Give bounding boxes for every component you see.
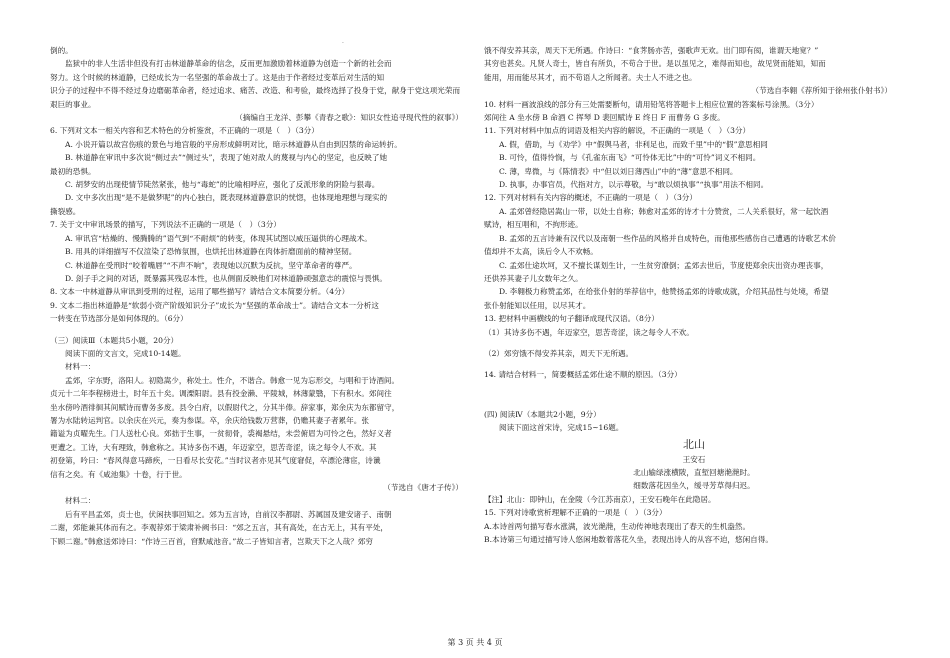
text-line: 下顾二谢。”韩愈送郊诗曰：“作诗三百首，窅默咸池音。”故二子皆知言者，岂欺天下之人哉？郊穷 xyxy=(50,536,373,546)
text-line: 郊间往 A 坐水傍 B 命酒 C 挥琴 D 裴回赋诗 E 终日 F 而曹务 G 多废。 xyxy=(484,113,725,123)
poem-author: 王安石 xyxy=(682,454,706,464)
spacer xyxy=(484,382,904,395)
text-line: （1）其诗多伤不遇，年迈家空，思苦奇涩，读之每令人不欢。 xyxy=(484,327,694,337)
text-line: B. 用具的详细描写不仅渲染了恐怖氛围，也烘托出林道静在肉体折磨面前的精神坚韧。 xyxy=(65,247,357,257)
right-tail-text xyxy=(484,493,904,547)
text-line: （节选自《唐才子传》） xyxy=(383,483,463,492)
text-line: 二谢，郊能兼其体而有之。李观荐郊于梁肃补阙书曰：“郊之五言，其有高处，在古无上，其有平处， xyxy=(50,523,389,533)
text-line: 倒的。 xyxy=(50,46,73,55)
text-line: B.本诗第三句通过描写诗人悠闲地数着落花久坐，表现出诗人的从容不迫，悠闲自得。 xyxy=(484,535,773,544)
text-line: 12. 下列对材料有关内容的概述，不正确的一项是（ ）（3分） xyxy=(484,193,697,203)
text-line: 阅读下面这首宋诗，完成15~16题。 xyxy=(499,423,624,433)
text-line: 署为水陆转运判官。以余庆在兴元，奏为参谋。卒，余庆给钱数万营葬，仍赡其妻子者累年。张 xyxy=(50,415,369,425)
text-line: 信有之矣。有《咸池集》十卷，行于世。 xyxy=(50,469,187,479)
text-line: D. 李翱极力称赞孟郊，在给张仆射的举荐信中，他赞扬孟郊的诗歌成就，介绍其品性与处境，希望 xyxy=(499,287,829,297)
text-line: 10. 材料一画波浪线的部分有三处需要断句，请用铅笔将答题卡上相应位置的答案标号涂黑。（3分） xyxy=(484,99,819,109)
right-column xyxy=(484,44,904,546)
text-line: B. 可怜，值得怜悯，与《孔雀东南飞》“可怜体无比”中的“可怜”词义不相同。 xyxy=(499,153,761,163)
text-line: D. 刽子手之间的对话，既暴露其残忍本性，也从侧面反映他们对林道静顽强意志的震惊与畏惧。 xyxy=(65,273,387,283)
text-line: B. 林道静在审讯中多次说“侧过去”“侧过头”，表现了她对敌人的蔑视与内心的坚定，也反映了她 xyxy=(65,153,388,163)
text-line: 贞元十二年李程榜进士，时年五十矣。调溧阳尉。县有投金濑、平陵城，林薄蒙翳，下有积水。郊间往 xyxy=(50,389,392,399)
text-line: 监狱中的非人生活非但没有打击林道静革命的信念，反而更加激励着林道静为创造一个新的社会而 xyxy=(65,59,392,69)
text-line: 饿不得安养其亲，周天下无所遇。作诗曰：“食荠肠亦苦，强歌声无欢。出门即有阂，谁谓天地宽？” xyxy=(484,46,819,55)
text-line: 阅读下面的文言文，完成10-14题。 xyxy=(65,348,186,358)
text-line: 14. 请结合材料一，简要概括孟郊仕途不顺的原因。（3分） xyxy=(484,370,682,380)
text-line: 最初的恐惧。 xyxy=(50,166,96,176)
text-line: D. 文中多次出现“是不是做梦呢”的内心独白，既表现林道静意识的恍惚，也体现地理想与现实的 xyxy=(65,193,388,203)
text-line: 初登第，吟曰：“春风得意马蹄疾，一日看尽长安花。”当时议者亦见其气度窘促，卒漂沦薄宦，诗谶 xyxy=(50,456,381,466)
poem-title: 北山 xyxy=(683,437,705,451)
right-main-text xyxy=(484,44,904,435)
text-line: 能用，用而能尽其才，而不苟语人之所闻者。夫士人不进之也。 xyxy=(484,72,697,82)
spacer xyxy=(50,326,475,334)
text-line: 撕裂感。 xyxy=(50,206,81,216)
text-line: A. 小说开篇以故宫伤痕的景色与地宫般的平房形成鲜明对比，暗示林道静从自由到囚禁的命运转折。 xyxy=(65,139,402,149)
text-line: 7. 关于文中审讯场景的描写，下列说法不正确的一项是（ ）（3分） xyxy=(50,220,281,230)
text-line: 努力。这个时候的林道静，已经成长为一名坚强的革命战士了。这是由于作者经过变革后对生活的知 xyxy=(50,72,385,82)
spacer xyxy=(484,395,904,408)
text-line: 6. 下列对文本一相关内容和艺术特色的分析鉴赏，不正确的一项是（ ）（3分） xyxy=(50,126,319,136)
text-line: 赋诗，相互唱和，不拘形迹。 xyxy=(484,220,583,230)
text-line: C. 胡梦安的出现使情节陡然紧张，他与“毒蛇”的比喻相呼应，强化了反派形象的阴险与狠毒。 xyxy=(65,180,380,190)
text-line: C. 薄，卑微，与《陈情表》中“但以刘日薄西山”中的“薄”意思不相同。 xyxy=(499,166,738,176)
text-line: 8. 文本一中林道静从审讯到受刑的过程，运用了哪些描写？请结合文本简要分析。（4分） xyxy=(50,287,350,297)
text-line: A. 假，借助，与《劝学》中“假舆马者，非利足也，而致千里”中的“假”意思相同 xyxy=(499,139,768,149)
text-line: 13. 把材料中画横线的句子翻译成现代汉语。（8分） xyxy=(484,314,659,324)
text-line: 【注】北山：即钟山，在金陵（今江苏南京），王安石晚年在此隐居。 xyxy=(484,494,716,504)
text-line: 籍谥为贞曜先生。门人送杜心良。郊拙于生事，一贫彻骨，裘褐悬结，未尝俯眉为可怜之色，然好义者 xyxy=(50,429,392,439)
text-line: 张仆射能知以任用，以尽其才。 xyxy=(484,300,591,310)
text-line: A.本诗首两句描写春水涨满，波光滟滟，生动传神地表现出了春天的生机盎然。 xyxy=(484,521,751,531)
text-line: 艰巨的事业。 xyxy=(50,99,96,109)
text-line: B. 孟郊的五言诗兼有汉代以及南朝一些作品的风格并自成特色，而他那些感伤自己遭遇的诗歌艺术价 xyxy=(499,233,836,243)
text-line: 材料二： xyxy=(65,496,96,506)
spacer xyxy=(484,339,904,347)
text-line: 还供养其妻子儿女数年之久。 xyxy=(484,273,583,283)
text-line: A. 审讯官“枯燥的、慢腾腾的”语气到“不耐烦”的转变，体现其试图以威压逼供的心理战术。 xyxy=(65,233,372,243)
spacer xyxy=(484,360,904,368)
text-line: 9. 文本二指出林道静是“软弱小资产阶级知识分子”成长为“坚强的革命战士”。请结合文本一分析这 xyxy=(50,300,379,310)
text-line: （三）阅读Ⅲ（本题共5小题，20分） xyxy=(50,335,179,345)
poem-line: 北山输绿涨横陂，直堑回塘滟滟时。 xyxy=(633,467,755,477)
text-line: 其穷也甚矣。凡贤人奇士，皆自有所负，不苟合于世。是以虽见之，难得而知也，故见贤而能知，知而 xyxy=(484,59,826,69)
text-line: 更遭之。工诗，大有理致，韩愈称之。其诗多伤不遇，年迈家空，思苦奇涩，读之每令人不欢。其 xyxy=(50,442,377,452)
text-line: 一转变在节选部分是如何体现的。（6分） xyxy=(50,314,188,324)
text-line: 坐水傍吟酒徘徊其间赋诗而曹务多废。县令白府，以假尉代之，分其半俸。辞家事，郑余庆为东都留守， xyxy=(50,402,400,412)
text-line: 后有平昌孟郊，贞士也，伏闲抉事回知之。郊为五言诗，自前汉李都尉、苏属国及建安诸子、南朝 xyxy=(65,509,392,519)
text-line: D. 执事，办事官员，代指对方，以示尊敬，与“敢以烦执事”“执事”用法不相同。 xyxy=(499,180,769,190)
text-line: C. 林道静在受刑时“咬着嘴唇”“不声不响”，表现她以沉默为反抗，坚守革命者的尊严。 xyxy=(65,260,357,270)
text-line: 11. 下列对材料中加点的词语及相关内容的解说，不正确的一项是（ ）（3分） xyxy=(484,126,751,136)
text-line: （2）郊穷饿不得安养其亲，周天下无所遇。 xyxy=(484,348,634,358)
scan-mark: · xyxy=(342,40,344,47)
page-footer: 第 3 页 共 4 页 xyxy=(447,638,503,647)
poem-line: 细数落花因坐久，缓寻芳草得归迟。 xyxy=(633,481,755,491)
text-line: 值却并不太高，读后令人不欢畅。 xyxy=(484,247,598,257)
text-line: （摘编自王龙洋、彭攀《青春之歌》：知识女性追寻现代性的叙事》） xyxy=(235,113,463,123)
text-line: 15. 下列对诗歌赏析理解不正确的一项是（ ）（3分） xyxy=(484,508,667,518)
text-line: 孟郊，字东野，洛阳人。初隐嵩少，称处士。性介，不谐合。韩愈一见为忘形交，与唱和于诗酒间。 xyxy=(65,375,400,385)
left-column xyxy=(50,44,475,548)
text-line: (四) 阅读Ⅳ（本题共2小题，9分） xyxy=(484,409,601,419)
text-line: C. 孟郊仕途坎坷，又不擅长谋划生计，一生贫穷潦倒；孟郊去世后，节度使郑余庆出资办理丧事， xyxy=(499,260,829,270)
text-line: A. 孟郊曾经隐居嵩山一带，以处士自称；韩愈对孟郊的诗才十分赞赏，二人关系很好，常一起饮酒 xyxy=(499,206,829,216)
text-line: （节选自李翱《荐所知于徐州张仆射书》） xyxy=(751,86,892,96)
text-line: 识分子的过程中不得不经过身边磨砺革命者，经过追求、痛苦、改造、和考验，最终选择了投身于党，献身于党这项光荣而 xyxy=(50,86,461,96)
text-line: 材料一： xyxy=(65,362,96,372)
